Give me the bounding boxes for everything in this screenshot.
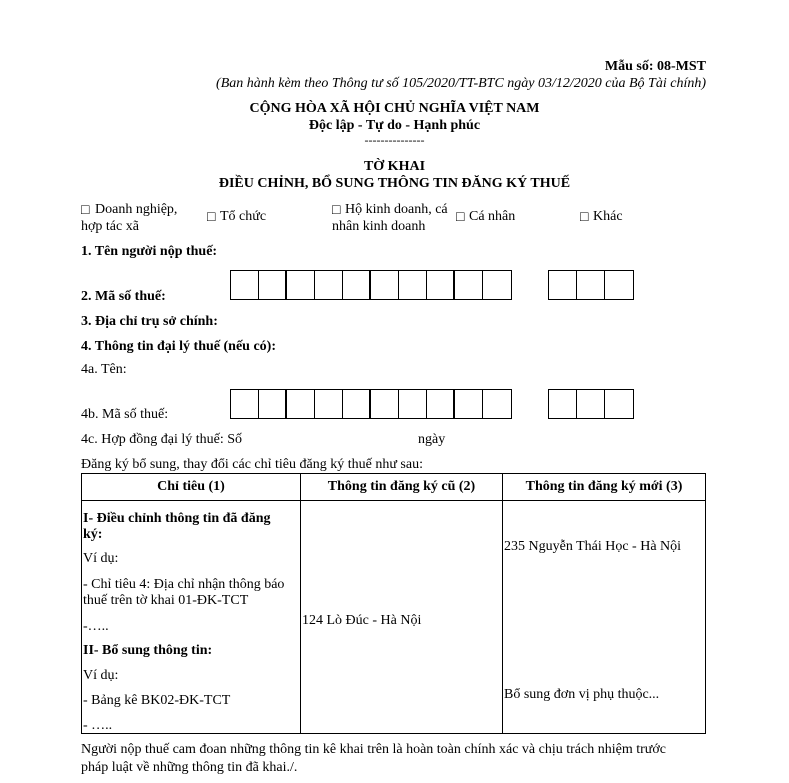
checkbox-label: Hộ kinh doanh, cá — [345, 202, 448, 217]
agent-contract-date-label: ngày — [418, 432, 446, 447]
national-motto: Độc lập - Tự do - Hạnh phúc — [308, 118, 481, 133]
tax-code-main-boxes[interactable] — [230, 270, 512, 300]
country-name: CỘNG HÒA XÃ HỘI CHỦ NGHĨA VIỆT NAM — [249, 101, 540, 116]
criteria-item: thuế trên tờ khai 01-ĐK-TCT — [83, 593, 249, 608]
criteria-item: - Chỉ tiêu 4: Địa chỉ nhận thông báo — [83, 577, 285, 592]
header-divider: --------------- — [364, 133, 425, 147]
section-title: ký: — [83, 527, 103, 542]
address-label: 3. Địa chỉ trụ sở chính: — [81, 314, 218, 329]
issued-by-note: (Ban hành kèm theo Thông tư số 105/2020/TT-BTC ngày 03/12/2020 của Bộ Tài chính) — [216, 76, 706, 91]
table-header-row — [82, 474, 706, 501]
column-header: Chỉ tiêu (1) — [82, 474, 301, 501]
declaration-line: Người nộp thuế cam đoan những thông tin kê khai trên là hoàn toàn chính xác và chịu trách nhiệm trước — [81, 742, 666, 757]
agent-tax-code-label: 4b. Mã số thuế: — [81, 407, 169, 422]
criteria-cell — [82, 501, 301, 734]
old-address-value: 124 Lò Đúc - Hà Nội — [302, 613, 422, 628]
tax-code-branch-boxes[interactable] — [548, 270, 634, 300]
new-info-cell — [503, 501, 706, 734]
section-title: I- Điều chỉnh thông tin đã đăng — [83, 511, 271, 526]
column-header: Thông tin đăng ký cũ (2) — [301, 474, 503, 501]
checkbox-label: Tổ chức — [220, 209, 267, 224]
checkbox[interactable]: □ — [580, 210, 589, 225]
table-row — [82, 501, 706, 734]
section-title: II- Bổ sung thông tin: — [83, 643, 213, 658]
new-address-value: 235 Nguyễn Thái Học - Hà Nội — [504, 539, 682, 554]
registration-table — [81, 473, 706, 734]
ellipsis: - ….. — [83, 718, 113, 733]
form-title: TỜ KHAI — [363, 159, 426, 174]
agent-contract-label: 4c. Hợp đồng đại lý thuế: Số — [81, 432, 242, 447]
declaration-line: pháp luật về những thông tin đã khai./. — [81, 760, 298, 775]
agent-tax-code-main-boxes[interactable] — [230, 389, 512, 419]
ellipsis: -….. — [83, 619, 109, 634]
form-number: Mẫu số: 08-MST — [604, 59, 706, 74]
agent-name-label: 4a. Tên: — [81, 362, 127, 377]
checkbox[interactable]: □ — [81, 203, 90, 218]
new-supplement-value: Bổ sung đơn vị phụ thuộc... — [504, 687, 660, 702]
old-info-cell — [301, 501, 503, 734]
checkbox[interactable]: □ — [332, 203, 341, 218]
example-label: Ví dụ: — [83, 551, 119, 566]
column-header: Thông tin đăng ký mới (3) — [503, 474, 706, 501]
checkbox[interactable]: □ — [456, 210, 465, 225]
checkbox-label: hợp tác xã — [81, 219, 139, 234]
checkbox-label: Doanh nghiệp, — [95, 202, 178, 217]
checkbox-label: nhân kinh doanh — [332, 219, 426, 234]
form-subtitle: ĐIỀU CHỈNH, BỔ SUNG THÔNG TIN ĐĂNG KÝ THUẾ — [218, 176, 571, 191]
taxpayer-name-label: 1. Tên người nộp thuế: — [81, 244, 218, 259]
checkbox-label: Khác — [593, 209, 623, 224]
example-label: Ví dụ: — [83, 668, 119, 683]
criteria-item: - Bảng kê BK02-ĐK-TCT — [83, 693, 231, 708]
checkbox-label: Cá nhân — [469, 209, 516, 224]
agent-tax-code-branch-boxes[interactable] — [548, 389, 634, 419]
tax-code-label: 2. Mã số thuế: — [81, 289, 166, 304]
agent-info-label: 4. Thông tin đại lý thuế (nếu có): — [81, 339, 276, 354]
intro-text: Đăng ký bổ sung, thay đổi các chỉ tiêu đăng ký thuế như sau: — [81, 457, 423, 472]
checkbox[interactable]: □ — [207, 210, 216, 225]
